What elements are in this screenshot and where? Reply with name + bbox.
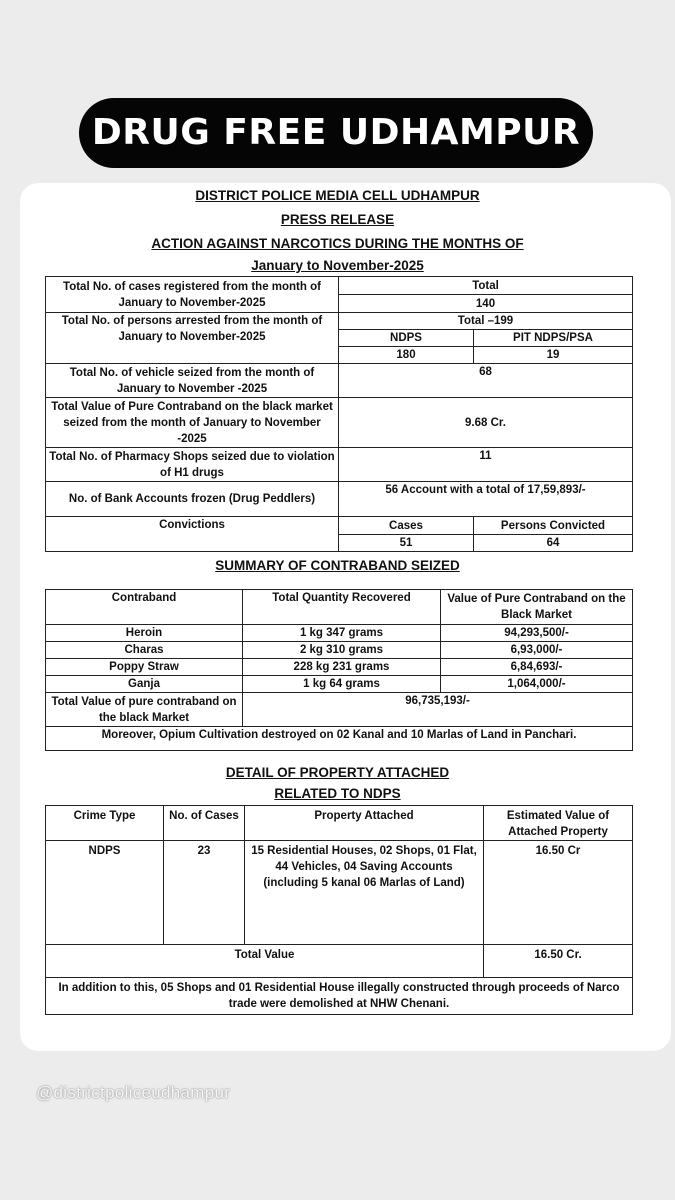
cases-label: Total No. of cases registered from the month of January to November-2025 [46, 277, 339, 313]
action-table [45, 276, 633, 552]
summary-row-qty: 2 kg 310 grams [243, 642, 441, 659]
heading-media-cell: DISTRICT POLICE MEDIA CELL UDHAMPUR [195, 188, 480, 203]
vehicles-label: Total No. of vehicle seized from the month of January to November -2025 [46, 364, 339, 398]
convictions-label: Convictions [46, 517, 339, 552]
pharmacy-value: 11 [339, 448, 633, 482]
heading-press-release: PRESS RELEASE [280, 212, 395, 227]
property-row-cases: 23 [164, 841, 245, 945]
property-table [45, 805, 633, 1015]
arrested-col-ndps: NDPS [339, 330, 474, 347]
summary-row-name: Charas [46, 642, 243, 659]
pharmacy-label: Total No. of Pharmacy Shops seized due to violation of H1 drugs [46, 448, 339, 482]
cases-value: 140 [339, 295, 633, 313]
property-row-attached: 15 Residential Houses, 02 Shops, 01 Flat, 44 Vehicles, 04 Saving Accounts (including 5 kanal 06 Marlas of Land) [245, 841, 484, 945]
property-row-type: NDPS [46, 841, 164, 945]
property-row-value: 16.50 Cr [484, 841, 633, 945]
convictions-col-persons: Persons Convicted [474, 517, 633, 535]
arrested-val-pit: 19 [474, 347, 633, 364]
property-subtitle: RELATED TO NDPS [274, 786, 401, 801]
summary-row-value: 6,93,000/- [441, 642, 633, 659]
summary-head-value: Value of Pure Contraband on the Black Market [441, 590, 633, 625]
summary-table [45, 589, 633, 751]
summary-head-contraband: Contraband [46, 590, 243, 625]
summary-row-qty: 228 kg 231 grams [243, 659, 441, 676]
summary-total-value: 96,735,193/- [243, 693, 633, 727]
summary-total-label: Total Value of pure contraband on the black Market [46, 693, 243, 727]
property-title: DETAIL OF PROPERTY ATTACHED [225, 765, 450, 780]
property-head-crime: Crime Type [46, 806, 164, 841]
arrested-val-ndps: 180 [339, 347, 474, 364]
contraband-value-label: Total Value of Pure Contraband on the black market seized from the month of January to November -2025 [46, 398, 339, 448]
summary-row-value: 1,064,000/- [441, 676, 633, 693]
summary-row-value: 94,293,500/- [441, 625, 633, 642]
property-total-value: 16.50 Cr. [484, 945, 633, 978]
bank-label: No. of Bank Accounts frozen (Drug Peddlers) [46, 482, 339, 517]
arrested-label: Total No. of persons arrested from the month of January to November-2025 [46, 313, 339, 364]
convictions-col-cases: Cases [339, 517, 474, 535]
banner-title: DRUG FREE UDHAMPUR [79, 98, 593, 168]
summary-note: Moreover, Opium Cultivation destroyed on 02 Kanal and 10 Marlas of Land in Panchari. [46, 727, 633, 751]
bank-value: 56 Account with a total of 17,59,893/- [339, 482, 633, 517]
summary-head-quantity: Total Quantity Recovered [243, 590, 441, 625]
property-note: In addition to this, 05 Shops and 01 Residential House illegally constructed through proceeds of Narco trade were demolished at NHW Chenani. [46, 978, 633, 1015]
summary-row-value: 6,84,693/- [441, 659, 633, 676]
vehicles-value: 68 [339, 364, 633, 398]
contraband-value: 9.68 Cr. [339, 398, 633, 448]
summary-row-name: Poppy Straw [46, 659, 243, 676]
convictions-val-cases: 51 [339, 535, 474, 552]
property-head-cases: No. of Cases [164, 806, 245, 841]
property-head-value: Estimated Value of Attached Property [484, 806, 633, 841]
convictions-val-persons: 64 [474, 535, 633, 552]
arrested-col-pit: PIT NDPS/PSA [474, 330, 633, 347]
summary-row-qty: 1 kg 347 grams [243, 625, 441, 642]
property-total-label: Total Value [46, 945, 484, 978]
summary-row-qty: 1 kg 64 grams [243, 676, 441, 693]
property-head-attached: Property Attached [245, 806, 484, 841]
summary-row-name: Heroin [46, 625, 243, 642]
heading-action: ACTION AGAINST NARCOTICS DURING THE MONTHS OF [151, 236, 524, 251]
instagram-handle-watermark: @districtpoliceudhampur [36, 1083, 231, 1102]
heading-period: January to November-2025 [251, 258, 424, 273]
summary-row-name: Ganja [46, 676, 243, 693]
cases-head: Total [339, 277, 633, 295]
arrested-head: Total –199 [339, 313, 633, 330]
summary-title: SUMMARY OF CONTRABAND SEIZED [215, 558, 460, 573]
